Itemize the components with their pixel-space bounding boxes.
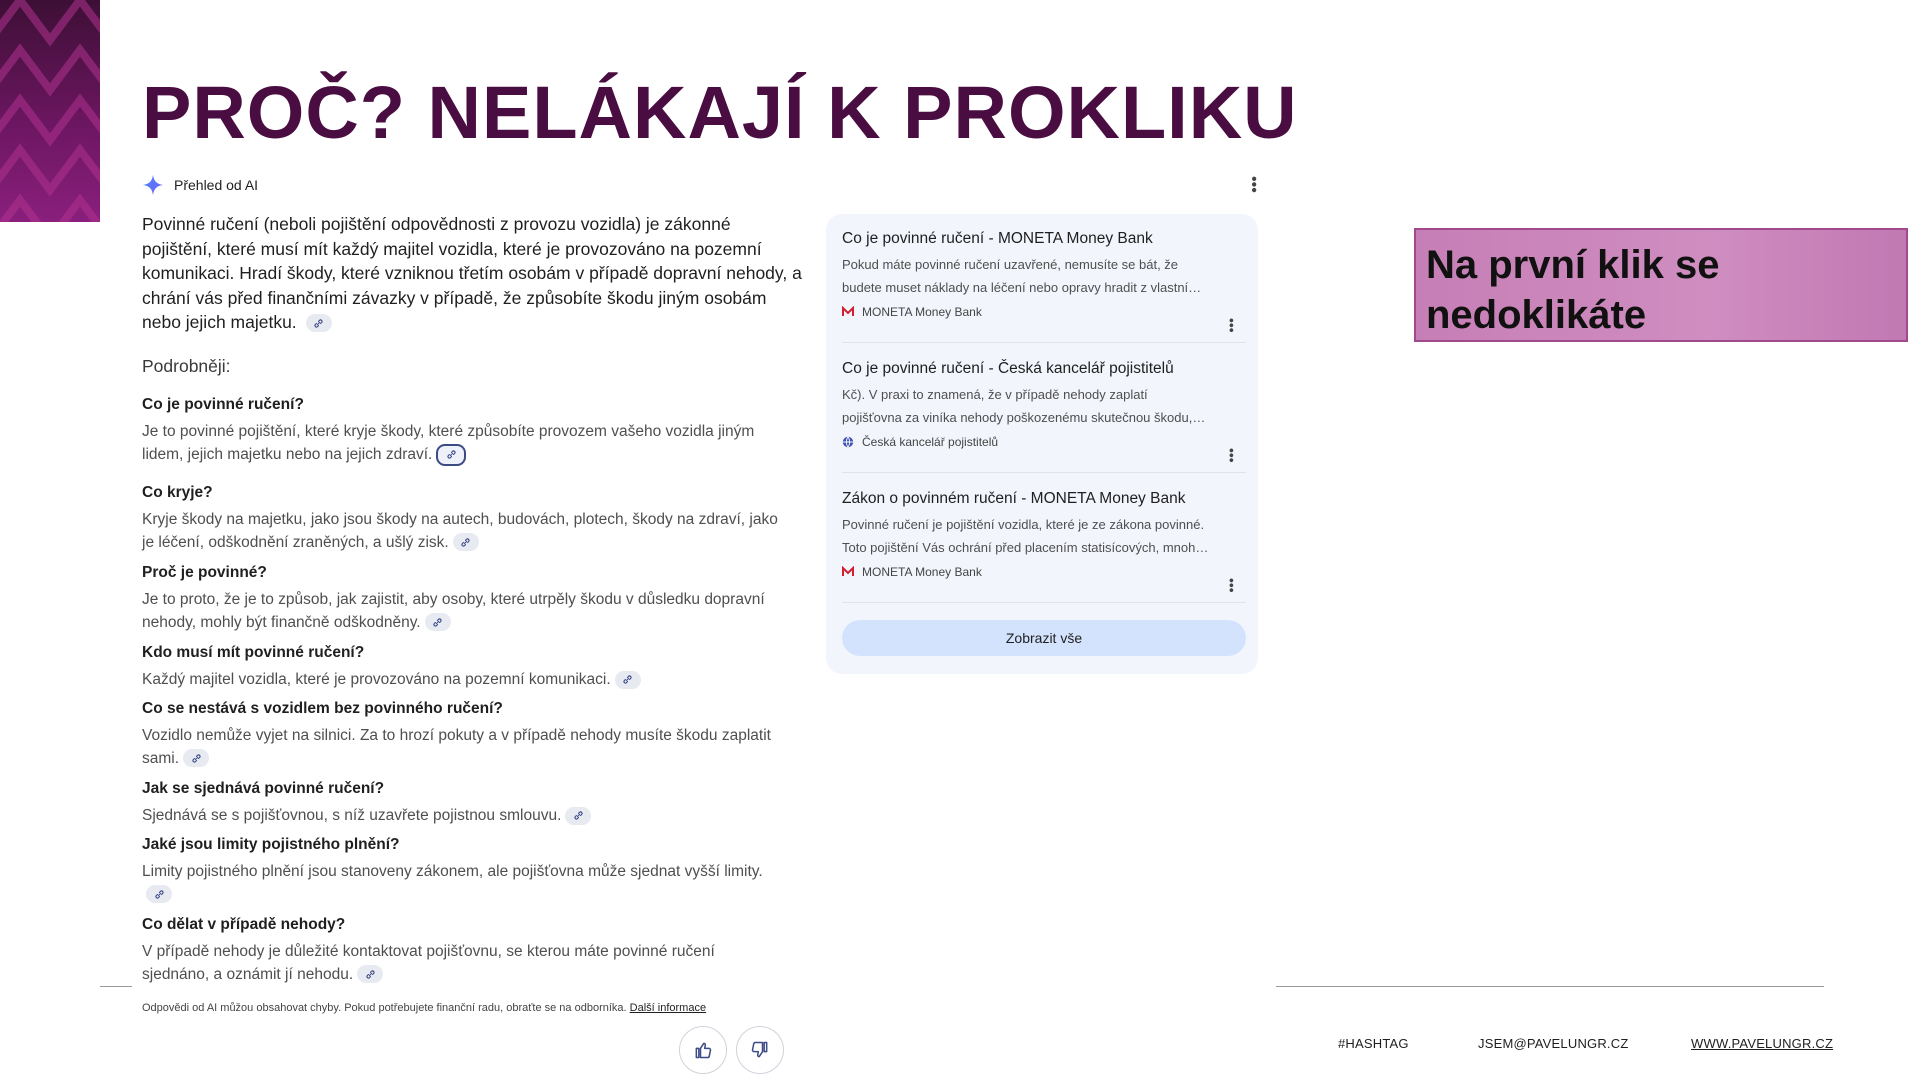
source-site: MONETA Money Bank [842, 305, 1246, 319]
source-card[interactable] [842, 360, 1246, 463]
qa-answer: Každý majitel vozidla, které je provozováno na pozemní komunikaci. [142, 669, 782, 692]
citation-link-icon[interactable] [183, 749, 209, 767]
source-title[interactable]: Co je povinné ručení - Česká kancelář pojistitelů [842, 360, 1174, 377]
source-more-icon[interactable]: ••• [1224, 318, 1240, 333]
more-info-link[interactable]: Další informace [629, 1002, 707, 1014]
source-snippet: pojišťovna za viníka nehody poškozenému skutečnou škodu,… [842, 409, 1206, 425]
citation-link-icon[interactable] [453, 533, 479, 551]
callout-box [1414, 228, 1908, 342]
footer-rule [100, 986, 132, 987]
qa-item [142, 700, 782, 770]
source-title[interactable]: Zákon o povinném ručení - MONETA Money Bank [842, 490, 1186, 507]
qa-question: Jaké jsou limity pojistného plnění? [142, 836, 400, 853]
thumbs-up-button[interactable] [679, 1026, 727, 1074]
sources-panel [826, 214, 1258, 674]
qa-question: Co se nestává s vozidlem bez povinného ručení? [142, 700, 503, 717]
qa-question: Proč je povinné? [142, 564, 267, 581]
source-site: Česká kancelář pojistitelů [842, 435, 1246, 449]
citation-link-icon[interactable] [146, 885, 172, 903]
footer-email[interactable]: JSEM@PAVELUNGR.CZ [1478, 1036, 1629, 1051]
qa-item [142, 916, 782, 986]
qa-question: Kdo musí mít povinné ručení? [142, 644, 365, 661]
ai-overview-header [142, 174, 258, 196]
qa-answer: Je to proto, že je to způsob, jak zajistit, aby osoby, které utrpěly škodu v důsledku dopravní nehody, mohly být finančně odškodněny. [142, 591, 765, 631]
source-site: MONETA Money Bank [842, 565, 1246, 579]
qa-question: Co je povinné ručení? [142, 396, 304, 413]
citation-link-icon[interactable] [436, 444, 466, 466]
source-snippet: budete muset náklady na léčení nebo opravy hradit z vlastní… [842, 279, 1202, 295]
thumbs-up-icon [693, 1040, 713, 1060]
more-details-label: Podrobněji: [142, 356, 231, 376]
footer-hashtag: #HASHTAG [1338, 1036, 1409, 1051]
source-snippet: Povinné ručení je pojištění vozidla, které je ze zákona povinné. [842, 517, 1205, 532]
source-card[interactable] [842, 490, 1246, 593]
ai-disclaimer: Odpovědi od AI můžou obsahovat chyby. Pokud potřebujete finanční radu, obraťte se na odborníka. Další informace [142, 1002, 707, 1014]
slide-title: PROČ? NELÁKAJÍ K PROKLIKU [142, 71, 1298, 154]
citation-link-icon[interactable] [615, 671, 641, 689]
footer-rule [1276, 986, 1824, 987]
qa-question: Jak se sjednává povinné ručení? [142, 780, 385, 797]
source-more-icon[interactable]: ••• [1224, 578, 1240, 593]
source-title[interactable]: Co je povinné ručení - MONETA Money Bank [842, 230, 1153, 247]
qa-answer: Vozidlo nemůže vyjet na silnici. Za to hrozí pokuty a v případě nehody musíte škodu zaplatit sami. [142, 727, 771, 767]
more-options-icon[interactable]: ••• [1245, 176, 1262, 193]
citation-link-icon[interactable] [425, 613, 451, 631]
qa-answer: Kryje škody na majetku, jako jsou škody na autech, budovách, plotech, škody na zdraví, jako je léčení, odškodnění zraněných, a ušlý zisk. [142, 511, 778, 551]
gemini-sparkle-icon [142, 174, 164, 196]
thumbs-down-button[interactable] [736, 1026, 784, 1074]
ai-overview-label: Přehled od AI [174, 177, 259, 193]
divider [842, 472, 1246, 473]
citation-link-icon[interactable] [306, 314, 332, 332]
qa-item [142, 836, 782, 906]
qa-answer: V případě nehody je důležité kontaktovat pojišťovnu, se kterou máte povinné ručení sjednáno, a oznámit jí nehodu. [142, 943, 715, 983]
show-all-button[interactable]: Zobrazit vše [842, 620, 1246, 656]
qa-question: Co kryje? [142, 484, 213, 501]
divider [842, 602, 1246, 603]
moneta-favicon-icon [842, 306, 854, 318]
source-snippet: Kč). V praxi to znamená, že v případě nehody zaplatí [842, 387, 1148, 402]
source-more-icon[interactable]: ••• [1224, 448, 1240, 463]
source-card[interactable] [842, 230, 1246, 333]
footer-website-link[interactable]: WWW.PAVELUNGR.CZ [1691, 1036, 1834, 1051]
decorative-pattern [0, 0, 100, 222]
source-snippet: Toto pojištění Vás ochrání před placením statisícových, mnoh… [842, 539, 1209, 555]
citation-link-icon[interactable] [565, 807, 591, 825]
divider [842, 342, 1246, 343]
qa-item [142, 564, 782, 634]
citation-link-icon[interactable] [357, 965, 383, 983]
qa-item [142, 780, 782, 828]
thumbs-down-icon [750, 1040, 770, 1060]
source-snippet: Pokud máte povinné ručení uzavřené, nemusíte se bát, že [842, 257, 1179, 272]
qa-question: Co dělat v případě nehody? [142, 916, 346, 933]
qa-item [142, 396, 782, 466]
qa-item [142, 484, 782, 554]
globe-favicon-icon [842, 436, 854, 448]
ai-overview-intro: Povinné ručení (neboli pojištění odpovědnosti z provozu vozidla) je zákonné pojištění, které musí mít každý majitel vozidla, které je provozováno na pozemní komunikaci. Hradí škody, které vzniknou třetím osobám v případě dopravní nehody, a chrání vás před finančními závazky v případě, že způsobíte škodu jiným osobám nebo jejich majetku. [142, 214, 802, 332]
callout-text: Na první klik se nedoklikáte [1426, 243, 1720, 337]
qa-answer: Limity pojistného plnění jsou stanoveny zákonem, ale pojišťovna může sjednat vyšší limity. [142, 861, 782, 906]
qa-item [142, 644, 782, 692]
moneta-favicon-icon [842, 566, 854, 578]
qa-answer: Sjednává se s pojišťovnou, s níž uzavřete pojistnou smlouvu. [142, 805, 782, 828]
qa-answer: Je to povinné pojištění, které kryje škody, které způsobíte provozem vašeho vozidla jiným lidem, jejich majetku nebo na jejich zdraví. [142, 421, 782, 466]
